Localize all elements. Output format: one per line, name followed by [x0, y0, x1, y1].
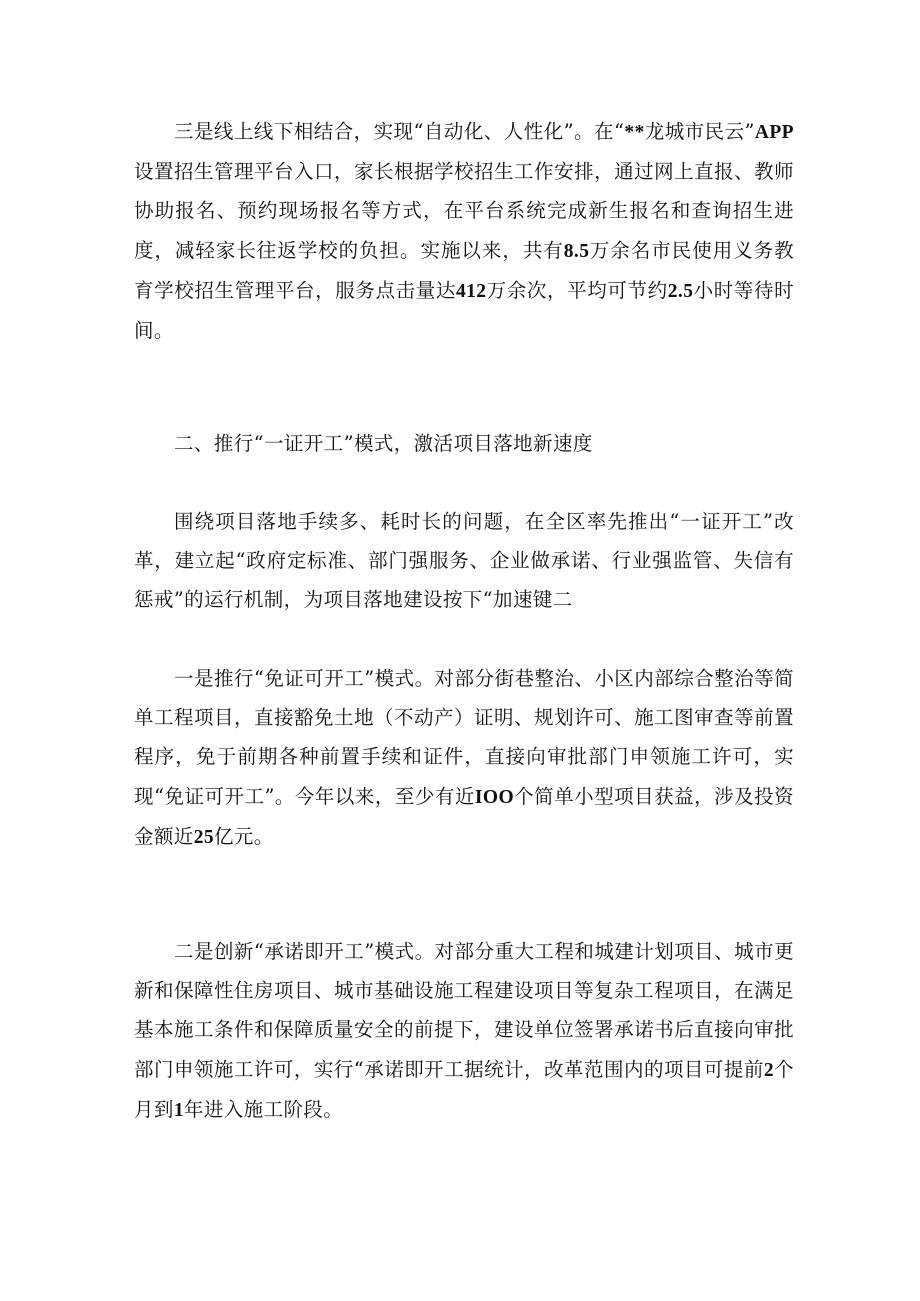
bold-number: 2.5 — [667, 280, 694, 302]
section-heading-one-certificate — [134, 424, 794, 463]
text-run: 二、推行“一证开工”模式，激活项目落地新速度 — [174, 432, 593, 455]
bold-number: ** — [624, 122, 645, 143]
text-run: 万余次，平均可节约 — [486, 278, 668, 302]
bold-number: IOO — [474, 786, 515, 808]
text-run: 围绕项目落地手续多、耗时长的问题，在全区率先推出“一证开工”改革，建立起“政府定标准、部门强服务、企业做承诺、行业强监管、失信有惩戒”的运行机制，为项目落地建设按下“加速键二 — [134, 510, 794, 612]
paragraph-commitment-start — [134, 932, 794, 1130]
text-run: 年进入施工阶段。 — [183, 1097, 344, 1121]
bold-number: 2 — [763, 1059, 775, 1081]
paragraph-exempt-certificate — [134, 659, 794, 857]
bold-number: 8.5 — [563, 240, 590, 262]
text-run: 一是推行“免证可开工”模式。对部分街巷整治、小区内部综合整治等简单工程项目，直接豁免土地（不动产）证明、规划许可、施工图审查等前置程序，免于前期各种前置手续和证件，直接向审批部门申领施工许可，实现“免证可开工”。今年以来，至少有近 — [134, 667, 794, 808]
bold-number: APP — [754, 122, 794, 143]
text-run: 个月到 — [134, 1057, 794, 1121]
text-run: 万余名市民使用义务教育学校招生管理平台，服务点击量达 — [134, 238, 794, 302]
text-run: 设置招生管理平台入口，家长根据学校招生工作安排，通过网上直报、教师协助报名、预约现场报名等方式，在平台系统完成新生报名和查询招生进度，减轻家长往返学校的负担。实施以来，共有 — [134, 160, 794, 262]
paragraph-online-offline — [134, 112, 794, 350]
bold-number: 25 — [193, 826, 215, 848]
text-run: 小时等待时间。 — [134, 278, 794, 343]
text-run: 二是创新“承诺即开工”模式。对部分重大工程和城建计划项目、城市更新和保障性住房项目、城市基础设施工程建设项目等复杂工程项目，在满足基本施工条件和保障质量安全的前提下，建设单位签署承诺书后直接向审批部门申领施工许可，实行“承诺即开工据统计，改革范围内的项目可提前 — [134, 940, 794, 1081]
bold-number: 1 — [173, 1099, 184, 1121]
text-run: 个简单小型项目获益，涉及投资金额近 — [134, 784, 794, 848]
paragraph-project-landing — [134, 502, 794, 620]
bold-number: 412 — [455, 280, 487, 302]
text-run: 亿元。 — [214, 824, 274, 848]
text-run: 龙城市民云” — [644, 120, 755, 143]
text-run: 三是线上线下相结合，实现“自动化、人性化”。在“ — [174, 120, 625, 143]
